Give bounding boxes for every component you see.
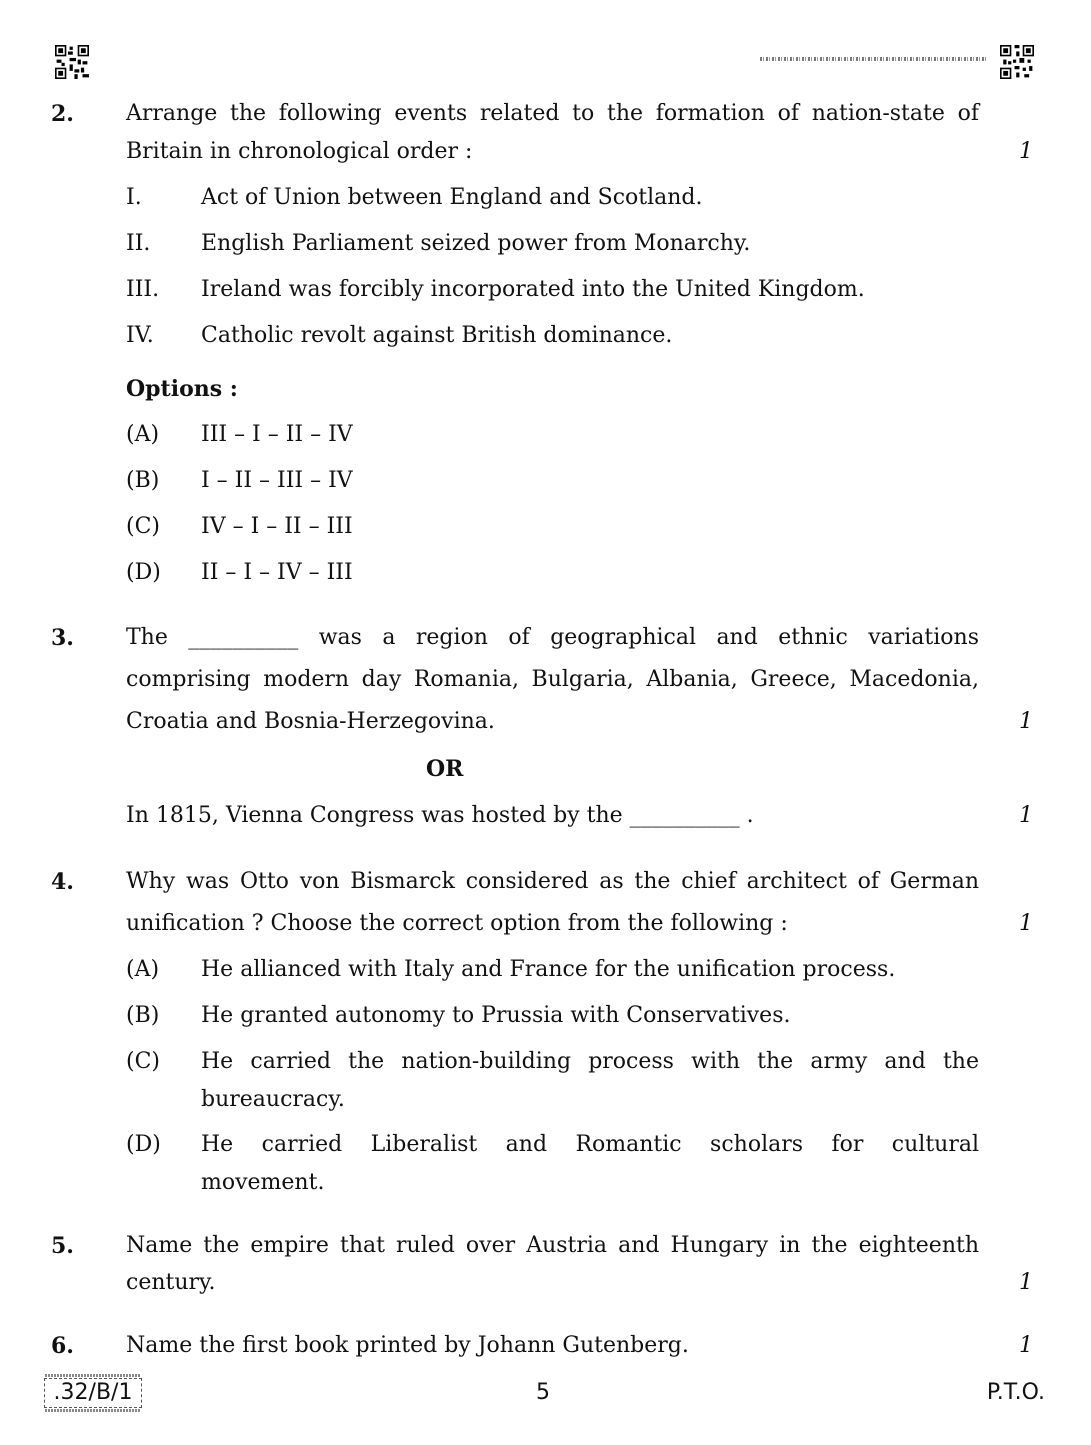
event-text: English Parliament seized power from Monarchy.	[201, 231, 751, 256]
option-label: (A)	[126, 422, 160, 447]
paper-code-box	[44, 1378, 142, 1408]
marks: 1	[1019, 1270, 1033, 1295]
option-text: He carried the nation-building process with the army and the	[201, 1049, 979, 1074]
option-label: (C)	[126, 514, 160, 539]
option-text: II – I – IV – III	[201, 560, 353, 585]
page-number: 5	[536, 1380, 550, 1405]
event-text: Act of Union between England and Scotland.	[201, 185, 703, 210]
qr-code-icon	[1000, 45, 1034, 79]
question-text: unification ? Choose the correct option from the following :	[126, 911, 788, 936]
question-text: The __________ was a region of geographical and ethnic variations	[126, 625, 979, 650]
question-text: Croatia and Bosnia-Herzegovina.	[126, 709, 495, 734]
question-text: comprising modern day Romania, Bulgaria, Albania, Greece, Macedonia,	[126, 667, 979, 692]
question-text: Britain in chronological order :	[126, 139, 473, 164]
question-number: 4.	[51, 869, 74, 895]
option-text: He carried Liberalist and Romantic scholars for cultural	[201, 1132, 979, 1157]
micro-text-strip	[45, 1374, 141, 1377]
marks: 1	[1019, 803, 1033, 828]
option-label: (D)	[126, 1132, 161, 1157]
event-label: IV.	[126, 323, 154, 348]
or-divider: OR	[426, 756, 464, 782]
pto-label: P.T.O.	[986, 1380, 1045, 1405]
question-number: 3.	[51, 625, 74, 651]
micro-text-strip	[760, 57, 986, 61]
question-text: century.	[126, 1270, 216, 1295]
question-text: Name the empire that ruled over Austria and Hungary in the eighteenth	[126, 1233, 979, 1258]
option-text: He granted autonomy to Prussia with Conservatives.	[201, 1003, 791, 1028]
marks: 1	[1019, 709, 1033, 734]
option-text: movement.	[201, 1170, 325, 1195]
option-label: (A)	[126, 957, 160, 982]
paper-code: .32/B/1	[53, 1380, 133, 1405]
micro-text-strip	[45, 1409, 141, 1412]
option-label: (B)	[126, 1003, 160, 1028]
event-label: II.	[126, 231, 151, 256]
question-number: 2.	[51, 101, 74, 127]
event-label: I.	[126, 185, 142, 210]
question-text: Arrange the following events related to the formation of nation-state of	[126, 101, 979, 126]
option-label: (D)	[126, 560, 161, 585]
option-text: IV – I – II – III	[201, 514, 353, 539]
option-label: (C)	[126, 1049, 160, 1074]
event-text: Ireland was forcibly incorporated into the United Kingdom.	[201, 277, 865, 302]
qr-code-icon	[55, 45, 89, 79]
question-text: Name the first book printed by Johann Gutenberg.	[126, 1333, 689, 1358]
option-text: I – II – III – IV	[201, 468, 353, 493]
option-text: bureaucracy.	[201, 1087, 345, 1112]
option-text: He allianced with Italy and France for the unification process.	[201, 957, 896, 982]
option-text: III – I – II – IV	[201, 422, 353, 447]
option-label: (B)	[126, 468, 160, 493]
question-text: Why was Otto von Bismarck considered as the chief architect of German	[126, 869, 979, 894]
marks: 1	[1019, 139, 1033, 164]
question-number: 6.	[51, 1333, 74, 1359]
marks: 1	[1019, 911, 1033, 936]
question-number: 5.	[51, 1233, 74, 1259]
options-heading: Options :	[126, 376, 238, 402]
event-text: Catholic revolt against British dominance.	[201, 323, 673, 348]
event-label: III.	[126, 277, 160, 302]
marks: 1	[1019, 1333, 1033, 1358]
question-text: In 1815, Vienna Congress was hosted by the __________ .	[126, 803, 754, 828]
